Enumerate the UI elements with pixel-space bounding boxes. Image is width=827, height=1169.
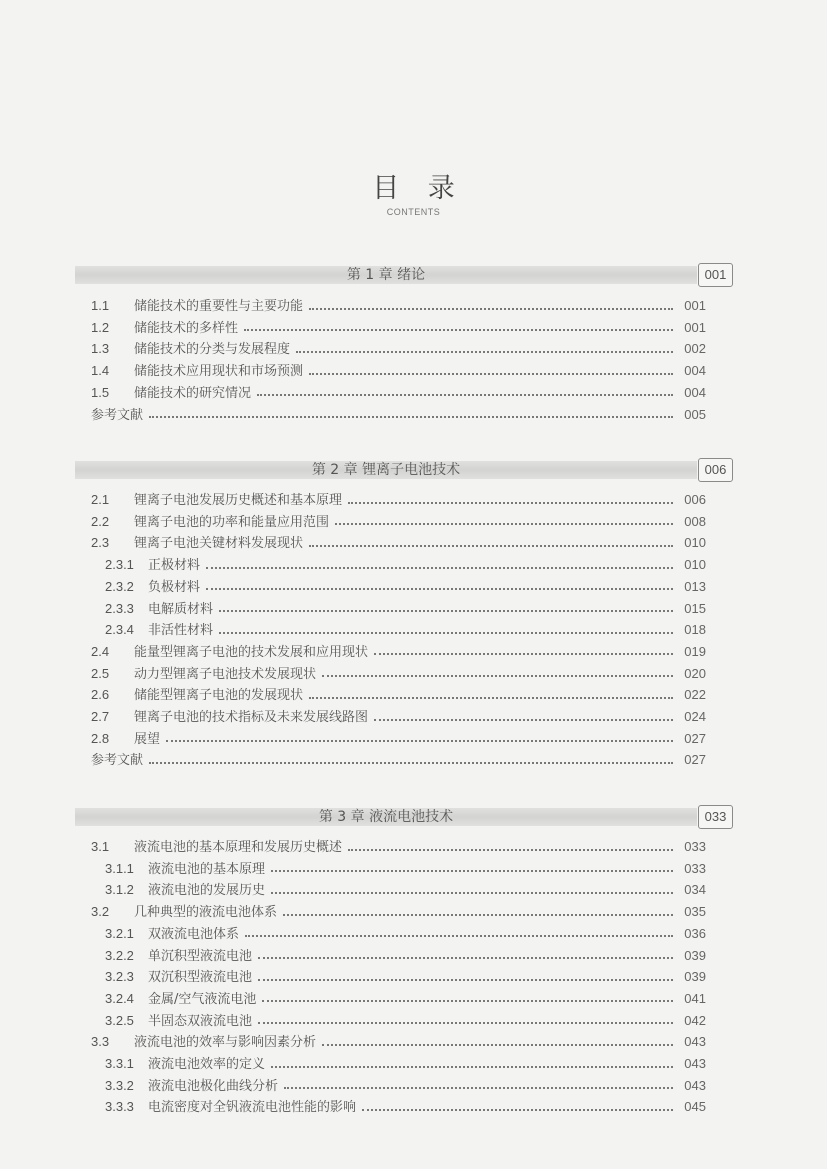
entry-title: 锂离子电池发展历史概述和基本原理 xyxy=(134,493,343,508)
dot-leader xyxy=(283,914,673,916)
references-entry[interactable] xyxy=(91,404,706,426)
dot-leader xyxy=(348,849,673,851)
entry-number: 2.2 xyxy=(91,513,110,529)
toc-section-entry[interactable] xyxy=(91,338,706,360)
page-subtitle: CONTENTS xyxy=(386,207,441,217)
dot-leader xyxy=(335,523,673,525)
chapter-heading[interactable] xyxy=(75,263,733,287)
toc-section-entry[interactable] xyxy=(91,901,706,923)
entry-number: 3.3.1 xyxy=(105,1056,134,1071)
entry-number: 3.2.4 xyxy=(105,990,134,1006)
entry-page-number: 042 xyxy=(684,1012,706,1028)
toc-section-entry[interactable] xyxy=(91,684,706,706)
entry-title: 储能技术的多样性 xyxy=(134,320,239,336)
entry-title: 非活性材料 xyxy=(148,623,214,639)
entry-title: 正极材料 xyxy=(148,558,201,574)
toc-section-entry[interactable] xyxy=(91,317,706,339)
entry-title: 锂离子电池的技术指标及未来发展线路图 xyxy=(134,710,369,725)
dot-leader xyxy=(245,935,673,937)
entry-page-number: 043 xyxy=(684,1056,706,1071)
entry-number: 2.3.4 xyxy=(105,622,134,638)
entry-title: 液流电池效率的定义 xyxy=(148,1057,266,1072)
toc-section-entry[interactable] xyxy=(91,836,706,858)
toc-subsection-entry[interactable] xyxy=(105,619,706,641)
dot-leader xyxy=(374,653,673,655)
entry-number: 2.8 xyxy=(91,730,110,746)
dot-leader xyxy=(258,1022,673,1024)
entry-number: 3.2 xyxy=(91,904,110,920)
entry-number: 3.1.1 xyxy=(105,860,134,876)
dot-leader xyxy=(257,394,673,396)
entry-title: 电流密度对全钒液流电池性能的影响 xyxy=(148,1100,357,1116)
entry-page-number: 041 xyxy=(684,990,706,1006)
entry-number: 3.1 xyxy=(91,839,110,854)
dot-leader xyxy=(362,1109,673,1111)
dot-leader xyxy=(271,892,673,894)
entry-page-number: 036 xyxy=(684,925,706,941)
chapter-page-number: 033 xyxy=(698,805,733,829)
toc-section-entry[interactable] xyxy=(91,489,706,511)
entry-page-number: 039 xyxy=(684,969,706,985)
entry-page-number: 008 xyxy=(684,513,706,529)
entry-number: 3.2.2 xyxy=(105,947,134,963)
entry-page-number: 024 xyxy=(684,709,706,724)
toc-subsection-entry[interactable] xyxy=(105,858,706,880)
entry-title: 液流电池的基本原理 xyxy=(148,861,266,877)
entry-page-number: 039 xyxy=(684,947,706,963)
dot-leader xyxy=(296,351,673,353)
entry-page-number: 043 xyxy=(684,1034,706,1050)
toc-subsection-entry[interactable] xyxy=(105,1075,706,1097)
entry-page-number: 045 xyxy=(684,1099,706,1115)
chapter-heading[interactable] xyxy=(75,805,733,829)
entry-number: 3.3.2 xyxy=(105,1077,134,1093)
chapter-heading[interactable] xyxy=(75,458,733,482)
toc-subsection-entry[interactable] xyxy=(105,988,706,1010)
dot-leader xyxy=(244,329,673,331)
entry-page-number: 005 xyxy=(684,406,706,422)
dot-leader xyxy=(166,740,673,742)
entry-title: 双液流电池体系 xyxy=(148,926,240,942)
entry-title: 负极材料 xyxy=(148,579,201,595)
entry-number: 3.2.3 xyxy=(105,969,134,985)
dot-leader xyxy=(262,1000,673,1002)
dot-leader xyxy=(271,870,673,872)
toc-subsection-entry[interactable] xyxy=(105,554,706,576)
toc-subsection-entry[interactable] xyxy=(105,923,706,945)
entry-number: 2.1 xyxy=(91,492,110,507)
entry-title: 储能技术的研究情况 xyxy=(134,385,252,401)
entry-number: 2.3 xyxy=(91,535,110,551)
entry-page-number: 015 xyxy=(684,600,706,616)
dot-leader xyxy=(219,632,673,634)
entry-title: 半固态双液流电池 xyxy=(148,1013,253,1029)
page-title: 目 录 xyxy=(372,173,465,204)
entry-title: 锂离子电池关键材料发展现状 xyxy=(134,536,304,552)
dot-leader xyxy=(149,416,673,418)
entry-number: 2.5 xyxy=(91,665,110,681)
entry-number: 1.4 xyxy=(91,363,110,379)
dot-leader xyxy=(271,1066,673,1068)
entry-title: 锂离子电池的功率和能量应用范围 xyxy=(134,514,330,530)
chapter-page-number: 006 xyxy=(698,458,733,482)
entry-page-number: 018 xyxy=(684,622,706,638)
entry-title: 电解质材料 xyxy=(148,601,214,617)
entry-number: 3.3.3 xyxy=(105,1099,134,1115)
entry-number: 2.3.2 xyxy=(105,578,134,594)
dot-leader xyxy=(309,373,673,375)
entry-title: 参考文献 xyxy=(91,753,144,769)
toc-section-entry[interactable] xyxy=(91,706,706,728)
entry-page-number: 033 xyxy=(684,839,706,854)
toc-section-entry[interactable] xyxy=(91,360,706,382)
chapter-title: 第 3 章 液流电池技术 xyxy=(318,809,454,825)
entry-number: 2.3.3 xyxy=(105,600,134,616)
chapter-title: 第 1 章 绪论 xyxy=(346,267,426,283)
toc-subsection-entry[interactable] xyxy=(105,576,706,598)
entry-number: 1.1 xyxy=(91,298,110,313)
dot-leader xyxy=(348,502,673,504)
chapter-page-number: 001 xyxy=(698,263,733,287)
entry-title: 双沉积型液流电池 xyxy=(148,970,253,986)
entry-number: 3.3 xyxy=(91,1034,110,1050)
entry-title: 液流电池的基本原理和发展历史概述 xyxy=(134,840,343,855)
entry-number: 1.5 xyxy=(91,384,110,400)
entry-title: 动力型锂离子电池技术发展现状 xyxy=(134,666,317,682)
entry-title: 液流电池的效率与影响因素分析 xyxy=(134,1035,317,1051)
entry-page-number: 002 xyxy=(684,341,706,357)
dot-leader xyxy=(322,1044,673,1046)
entry-title: 金属/空气液流电池 xyxy=(148,991,257,1007)
chapter-title: 第 2 章 锂离子电池技术 xyxy=(311,462,461,478)
entry-page-number: 001 xyxy=(684,298,706,313)
entry-title: 能量型锂离子电池的技术发展和应用现状 xyxy=(134,644,369,660)
entry-number: 2.6 xyxy=(91,687,110,703)
toc-section-entry[interactable] xyxy=(91,663,706,685)
entry-page-number: 001 xyxy=(684,319,706,335)
entry-title: 液流电池极化曲线分析 xyxy=(148,1078,279,1094)
dot-leader xyxy=(258,957,673,959)
dot-leader xyxy=(309,308,673,310)
toc-subsection-entry[interactable] xyxy=(105,1010,706,1032)
entry-page-number: 027 xyxy=(684,752,706,768)
dot-leader xyxy=(322,675,673,677)
toc-section-entry[interactable] xyxy=(91,382,706,404)
entry-title: 储能技术应用现状和市场预测 xyxy=(134,364,304,380)
entry-title: 储能型锂离子电池的发展现状 xyxy=(134,688,304,704)
entry-page-number: 006 xyxy=(684,492,706,507)
entry-page-number: 022 xyxy=(684,687,706,703)
entry-page-number: 010 xyxy=(684,557,706,573)
toc-section-entry[interactable] xyxy=(91,728,706,750)
entry-title: 几种典型的液流电池体系 xyxy=(134,905,278,921)
entry-page-number: 013 xyxy=(684,578,706,594)
entry-page-number: 020 xyxy=(684,665,706,681)
dot-leader xyxy=(206,588,673,590)
toc-section-entry[interactable] xyxy=(91,641,706,663)
entry-number: 3.2.5 xyxy=(105,1012,134,1028)
toc-subsection-entry[interactable] xyxy=(105,966,706,988)
toc-section-entry[interactable] xyxy=(91,1031,706,1053)
toc-section-entry[interactable] xyxy=(91,511,706,533)
entry-page-number: 010 xyxy=(684,535,706,551)
toc-section-entry[interactable] xyxy=(91,295,706,317)
toc-subsection-entry[interactable] xyxy=(105,1096,706,1118)
entry-page-number: 004 xyxy=(684,384,706,400)
entry-page-number: 034 xyxy=(684,882,706,898)
entry-page-number: 004 xyxy=(684,363,706,379)
dot-leader xyxy=(309,697,673,699)
entry-title: 单沉积型液流电池 xyxy=(148,948,253,964)
toc-subsection-entry[interactable] xyxy=(105,945,706,967)
dot-leader xyxy=(219,610,673,612)
toc-header xyxy=(0,172,827,217)
entry-title: 液流电池的发展历史 xyxy=(148,883,266,899)
entry-number: 1.3 xyxy=(91,341,110,357)
dot-leader xyxy=(284,1087,673,1089)
entry-title: 储能技术的分类与发展程度 xyxy=(134,342,291,358)
dot-leader xyxy=(374,719,673,721)
toc-subsection-entry[interactable] xyxy=(105,1053,706,1075)
toc-section-entry[interactable] xyxy=(91,532,706,554)
toc-subsection-entry[interactable] xyxy=(105,879,706,901)
toc-subsection-entry[interactable] xyxy=(105,598,706,620)
entry-number: 2.7 xyxy=(91,709,110,724)
entry-page-number: 019 xyxy=(684,643,706,659)
entry-page-number: 035 xyxy=(684,904,706,920)
entry-title: 展望 xyxy=(134,731,161,747)
dot-leader xyxy=(258,979,673,981)
entry-number: 3.2.1 xyxy=(105,925,134,941)
references-entry[interactable] xyxy=(91,749,706,771)
entry-title: 储能技术的重要性与主要功能 xyxy=(134,299,304,314)
dot-leader xyxy=(149,762,673,764)
entry-number: 2.4 xyxy=(91,643,110,659)
entry-page-number: 043 xyxy=(684,1077,706,1093)
entry-number: 3.1.2 xyxy=(105,882,134,898)
dot-leader xyxy=(206,567,673,569)
entry-title: 参考文献 xyxy=(91,407,144,423)
entry-number: 1.2 xyxy=(91,319,110,335)
entry-page-number: 027 xyxy=(684,730,706,746)
entry-number: 2.3.1 xyxy=(105,557,134,573)
dot-leader xyxy=(309,545,673,547)
entry-page-number: 033 xyxy=(684,860,706,876)
